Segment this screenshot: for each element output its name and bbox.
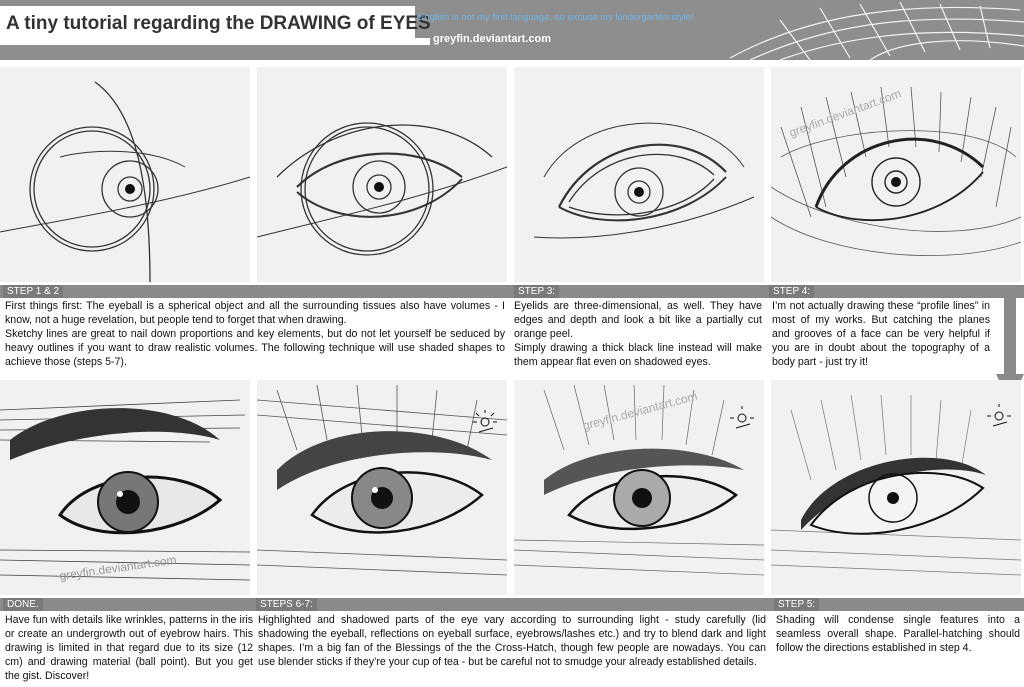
eye-drawing-done xyxy=(0,380,250,595)
step-4-text: I’m not actually drawing these “profile lines” in most of my works. But catching the planes and grooves of a face can be very helpful if you are in doubt about the topography of a body part - just try it! xyxy=(772,300,990,368)
step-3-text: Eyelids are three-dimensional, as well. They have edges and depth and look a bit like a partially cut orange peel. Simply drawing a thick black line instead will make them appear flat even on shadowed eyes. xyxy=(514,300,762,368)
step-1-2-text: First things first: The eyeball is a spherical object and all the surrounding tissues also have volumes - I know, not a huge revelation, but people tend to forget that when drawing. Sketchy lines are great to nail down proportions and key elements, but do not let yourself be seduced by heavy outlines if you want to draw realistic volumes. The following technique will use shaded shapes to achieve those (steps 5-7). xyxy=(5,300,505,368)
step-3-label: STEP 3: xyxy=(514,285,559,298)
label-band-top xyxy=(0,285,1024,298)
label-band-bottom xyxy=(0,598,1024,611)
step-4-label: STEP 4: xyxy=(769,285,814,298)
page-title: A tiny tutorial regarding the DRAWING of EYES xyxy=(6,13,431,34)
eye-drawing-step-5 xyxy=(771,380,1021,595)
eye-sketch-step-4 xyxy=(771,67,1021,282)
eye-drawing-steps-6-7-a xyxy=(257,380,507,595)
title-bar xyxy=(0,6,431,38)
site-url: greyfin.deviantart.com xyxy=(433,33,551,45)
steps-6-7-label: STEPS 6-7: xyxy=(256,598,317,611)
watermark-text: greyfin.deviantart.com xyxy=(787,86,903,140)
done-label: DONE. xyxy=(3,598,43,611)
steps-6-7-text: Highlighted and shadowed parts of the eye vary according to surrounding light - study carefully (lid shadowing the eyeball, reflections on eyeball surface, eyebrows/lashes etc.) and try to blend dark and light shapes. I’m a big fan of the Blessings of the the Cross-Hatch, though few people are nowadays. You can use blender sticks if they’re your cup of tea - but be careful not to smudge your already established details. xyxy=(258,614,766,668)
step-5-text: Shading will condense single features into a seamless overall shape. Parallel-hatching should follow the directions established in step 4. xyxy=(776,614,1020,654)
step-1-2-label: STEP 1 & 2 xyxy=(3,285,63,298)
done-text: Have fun with details like wrinkles, patterns in the iris or create an undergrowth out of eyebrow hairs. This drawing is limited in that regard due to its size (12 cm) and drawing material (ball point). But you get the gist. Discover! xyxy=(5,614,253,682)
eye-sketch-step-1-2 xyxy=(0,67,250,282)
eye-drawing-steps-6-7-b xyxy=(514,380,764,595)
page-subtitle: English is not my first language, so excuse my kindergarten-style! xyxy=(418,12,694,23)
header-sketch-image xyxy=(720,0,1024,60)
step-5-label: STEP 5: xyxy=(774,598,819,611)
watermark-text: greyfin.deviantart.com xyxy=(58,552,178,583)
eye-sketch-step-3 xyxy=(514,67,764,282)
header-banner xyxy=(0,0,1024,60)
watermark-text: greyfin.deviantart.com xyxy=(581,388,699,433)
eye-sketch-step-2 xyxy=(257,67,507,282)
title-underline xyxy=(0,38,430,45)
